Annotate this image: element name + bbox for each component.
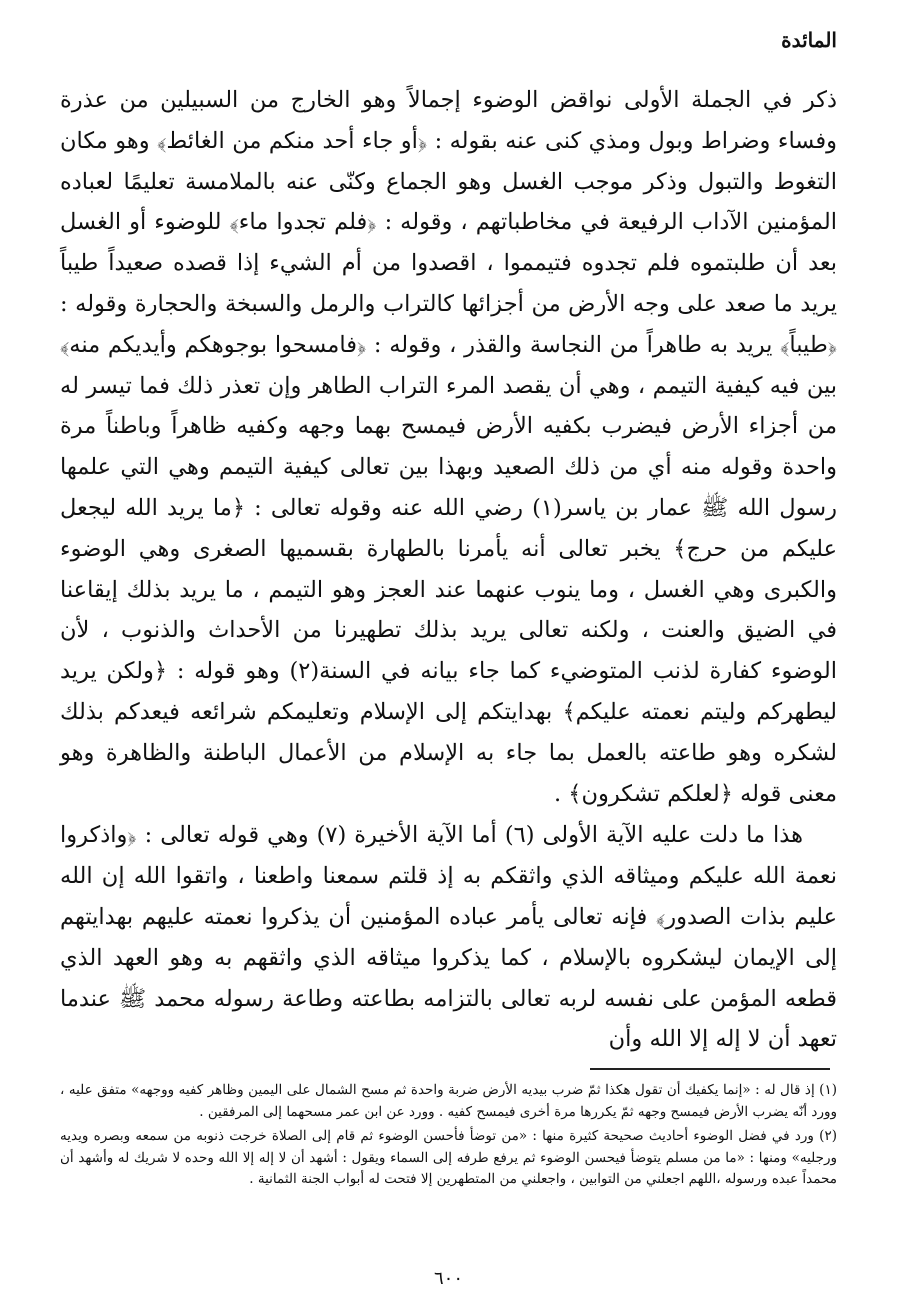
footnote-2: (٢) ورد في فضل الوضوء أحاديث صحيحة كثيرة منها : «من توضأ فأحسن الوضوء ثم قام إلى الصلاة خرجت ذنوبه من سمعه وبصره ويديه ورجليه» ومنها : «ما من مسلم يتوضأ فيحسن الوضوء ثم يرفع طرفه إلى السماء ويقول : أشهد أن لا إله إلا الله وحده لا شريك له وأشهد أن محمداً عبده ورسوله ،اللهم اجعلني من التوابين ، واجعلني من المتطهرين إلا فتحت له أبواب الجنة الثمانية . [60, 1128, 837, 1187]
footnote-separator [590, 1068, 830, 1070]
running-header: المائدة [781, 28, 837, 52]
body-paragraph-2: هذا ما دلت عليه الآية الأولى (٦) أما الآية الأخيرة (٧) وهي قوله تعالى : ﴿واذكروا نعمة الله عليكم وميثاقه الذي واثقكم به إذ قلتم سمعنا واطعنا ، واتقوا الله إن الله عليم بذات الصدور﴾ فإنه تعالى يأمر عباده المؤمنين أن يذكروا نعمته عليهم بهدايتهم إلى الإيمان ليشكروه بالإسلام ، كما يذكروا ميثاقه الذي واثقهم به وهو العهد الذي قطعه المؤمن على نفسه لربه تعالى بالتزامه بطاعته وطاعة رسوله محمد ﷺ عندما تعهد أن لا إله إلا الله وأن [60, 822, 837, 1053]
footnote-1: (١) إذ قال له : «إنما يكفيك أن تقول هكذا ثمّ ضرب بيديه الأرض ضربة واحدة ثم مسح الشمال على اليمين وظاهر كفيه ووجهه» متفق عليه ، وورد أنّه يضرب الأرض فيمسح وجهه ثمّ يكررها مرة أخرى فيمسح كفيه . وورد عن ابن عمر مسحهما إلى المرفقين . [60, 1082, 837, 1120]
page-number: ٦٠٠ [433, 1268, 463, 1289]
body-paragraph-1: ذكر في الجملة الأولى نواقض الوضوء إجمالاً وهو الخارج من السبيلين من عذرة وفساء وضراط وبول ومذي كنى عنه بقوله : ﴿أو جاء أحد منكم من الغائط﴾ وهو مكان التغوط والتبول وذكر موجب الغسل وهو الجماع وكنّى عنه بالملامسة تعليمًا لعباده المؤمنين الآداب الرفيعة في مخاطباتهم ، وقوله : ﴿فلم تجدوا ماء﴾ للوضوء أو الغسل بعد أن طلبتموه فلم تجدوه فتيمموا ، اقصدوا من أم الشيء إذا قصده صعيداً طيباً يريد ما صعد على وجه الأرض من أجزائها كالتراب والرمل والسبخة والحجارة وقوله : ﴿طيباً﴾ يريد به طاهراً من النجاسة والقذر ، وقوله : ﴿فامسحوا بوجوهكم وأيديكم منه﴾ بين فيه كيفية التيمم ، وهي أن يقصد المرء التراب الطاهر وإن تعذر ذلك فما تيسر له من أجزاء الأرض فيضرب بكفيه الأرض فيمسح بهما وجهه وكفيه ظاهراً وباطناً مرة واحدة وقوله منه أي من ذلك الصعيد وبهذا بين تعالى كيفية التيمم وهي التي علمها رسول الله ﷺ عمار بن ياسر(١) رضي الله عنه وقوله تعالى : ﴿ما يريد الله ليجعل عليكم من حرج﴾ يخبر تعالى أنه يأمرنا بالطهارة بقسميها الصغرى وهي الوضوء والكبرى وهي الغسل ، وما ينوب عنهما عند العجز وهو التيمم ، ما يريد بذلك إيقاعنا في الضيق والعنت ، ولكنه تعالى يريد بذلك تطهيرنا من الأحداث والذنوب ، لأن الوضوء كفارة لذنب المتوضيء كما جاء بيانه في السنة(٢) وهو قوله : ﴿ولكن يريد ليطهركم وليتم نعمته عليكم﴾ بهدايتكم إلى الإسلام وتعليمكم شرائعه فيعدكم بذلك لشكره وهو طاعته بالعمل بما جاء به الإسلام من الأعمال الباطنة والظاهرة وهو معنى قوله ﴿لعلكم تشكرون﴾ . [60, 87, 837, 807]
footnotes [60, 1080, 837, 1194]
main-text [60, 80, 837, 1061]
